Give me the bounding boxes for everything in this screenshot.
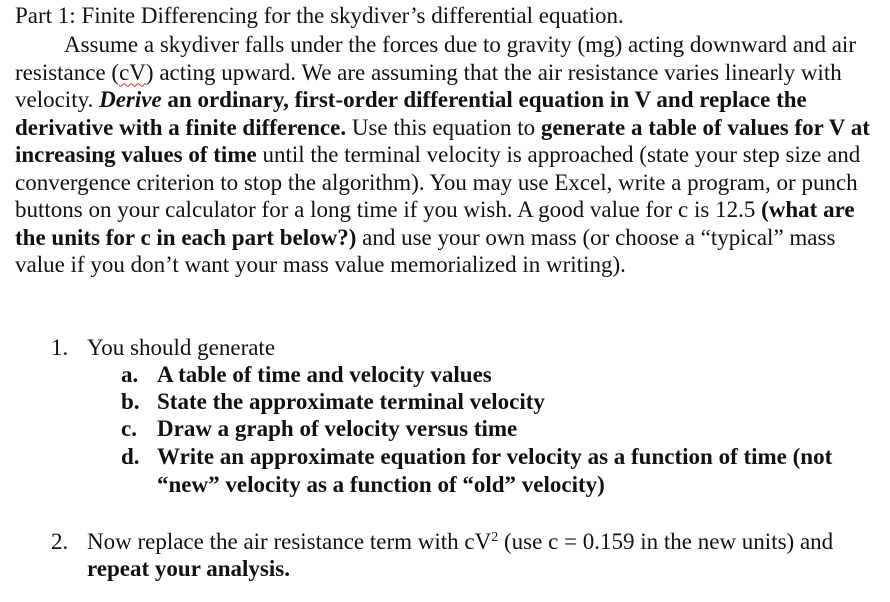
part-heading: Part 1: Finite Differencing for the skydiver’s differential equation. [15, 3, 624, 28]
list-item-2-continuation [87, 555, 290, 582]
subitem-d-continuation [157, 471, 605, 498]
intro-text-5: and use your own mass (or choose a “typical” mass value if you don’t want your mass value memorialized in writing). [15, 224, 836, 277]
item-1-text: You should generate [87, 335, 276, 360]
list-item-1 [51, 334, 275, 361]
item-2-text-post: (use c = 0.159 in the new units) and [498, 529, 834, 554]
subitem-a-text: A table of time and velocity values [157, 362, 492, 387]
units-question: (what are the units for c in each part below?) [15, 197, 855, 250]
intro-text-4: until the terminal velocity is approached (state your step size and convergence criterion to stop the algorithm). You may use Excel, write a program, or punch buttons on your calculator for a long time if you wish. A good value for c is 12.5 [15, 142, 861, 222]
subitem-d-text: Write an approximate equation for velocity as a function of time (not [157, 444, 833, 469]
subitem-d-text-cont: “new” velocity as a function of “old” velocity) [157, 472, 605, 497]
subitem-b [121, 388, 545, 415]
subitem-b-letter: b. [121, 389, 140, 414]
list-item-2 [51, 528, 833, 555]
item-2-text: Now replace the air resistance term with cV [87, 529, 492, 554]
intro-paragraph [15, 31, 877, 279]
derive-word: Derive [99, 87, 162, 112]
subitem-c-letter: c. [121, 416, 137, 441]
item-2-repeat: repeat your analysis. [87, 556, 290, 581]
subitem-c [121, 415, 517, 442]
subitem-b-text: State the approximate terminal velocity [157, 389, 545, 414]
subitem-d-letter: d. [121, 444, 140, 469]
intro-text-1: Assume a skydiver falls under the forces due to gravity (mg) acting downward and air resistance ( [15, 32, 856, 85]
item-1-number: 1. [51, 335, 69, 360]
subitem-a-letter: a. [121, 362, 139, 387]
intro-text-3: Use this equation to [346, 114, 541, 140]
subitem-d [121, 443, 832, 470]
table-instruction: generate a table of values for V at increasing values of time [15, 114, 870, 167]
item-2-superscript: 2 [491, 530, 499, 545]
item-2-number: 2. [51, 529, 69, 554]
derive-instruction: an ordinary, first-order differential equation in V and replace the derivative with a finite difference. [15, 87, 807, 140]
subitem-a [121, 361, 492, 388]
cv-term: cV [119, 59, 146, 85]
subitem-c-text: Draw a graph of velocity versus time [157, 416, 518, 441]
intro-text-2: ) acting upward. We are assuming that the air resistance varies linearly with velocity. [15, 59, 842, 112]
